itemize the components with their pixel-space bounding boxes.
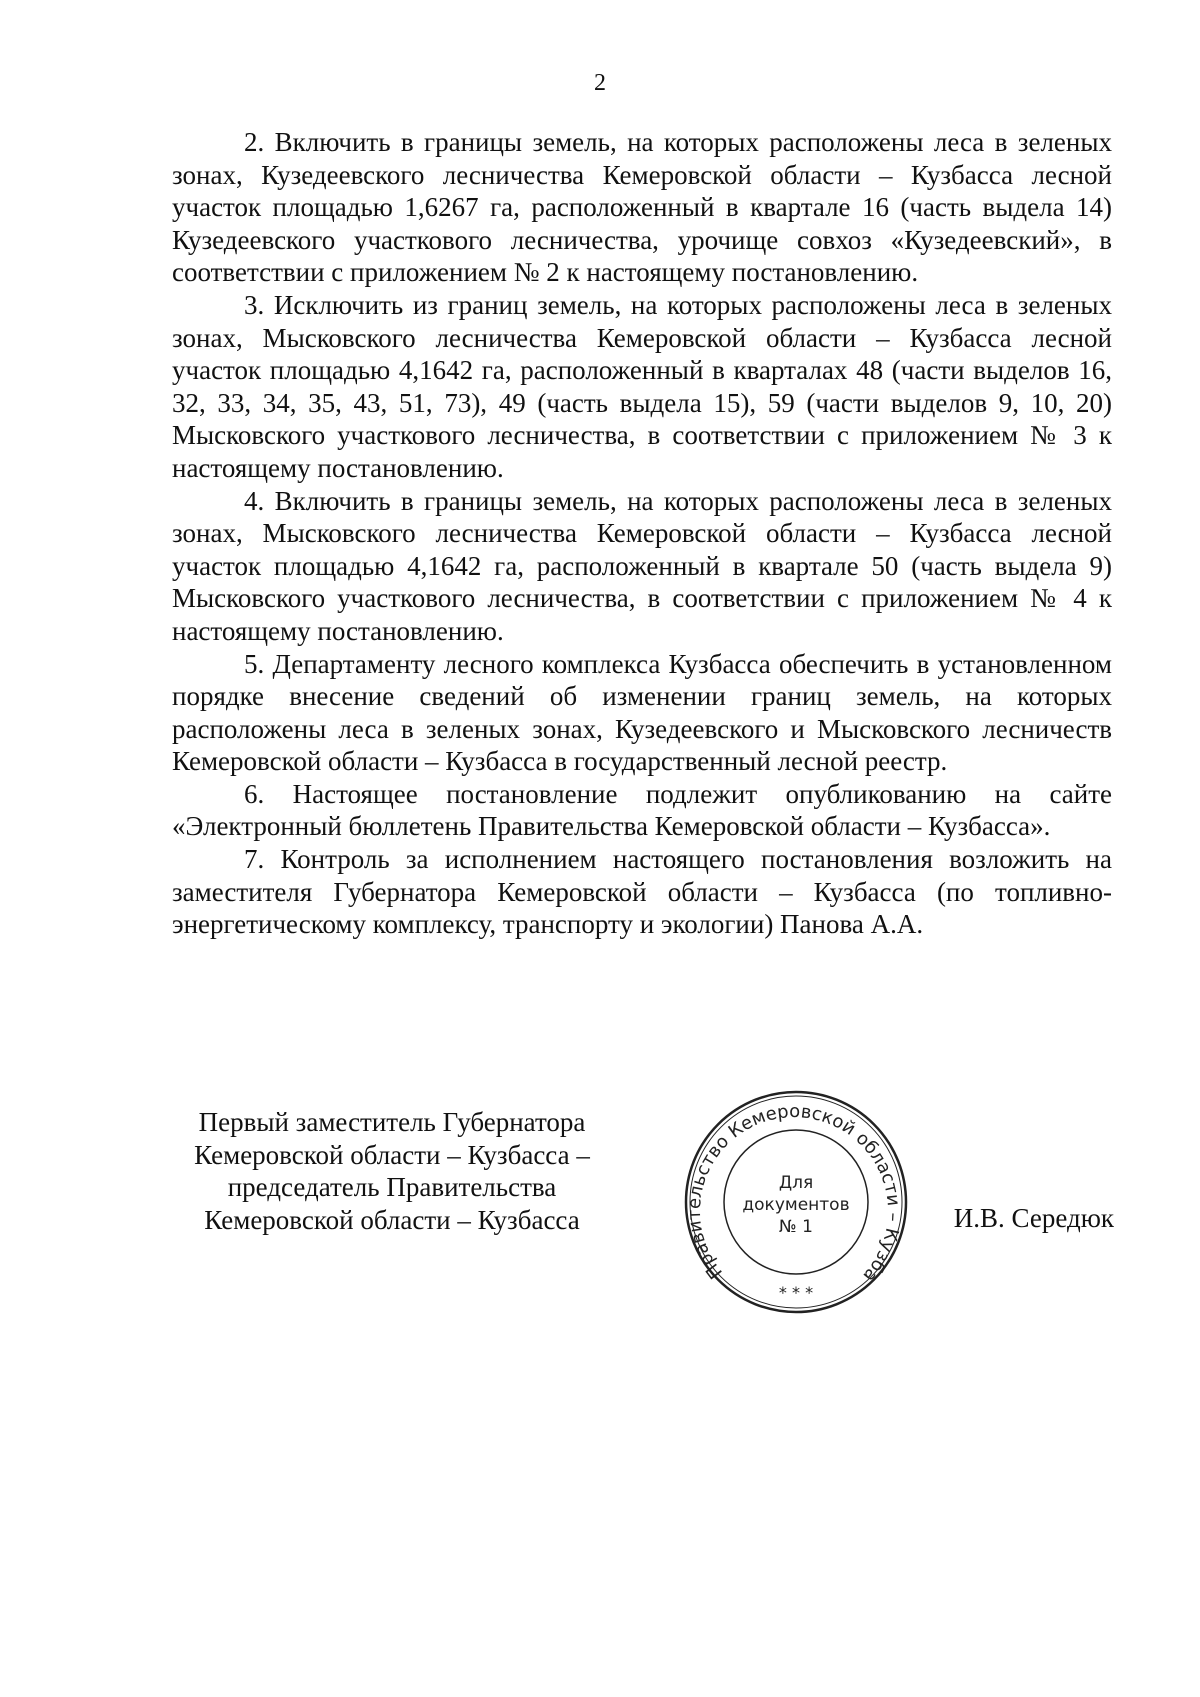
seal-stars: * * * bbox=[778, 1283, 814, 1302]
seal-center-line-3: № 1 bbox=[779, 1217, 813, 1237]
signature-position-line-3: председатель Правительства bbox=[227, 1172, 557, 1203]
paragraph-4: 4. Включить в границы земель, на которых расположены леса в зеленых зонах, Мысковского лесничества Кемеровской области – Кузбасса лесной участок площадью 4,1642 га, расположенный в квартале 50 (часть выдела 9) Мысковского участкового лесничества, в соответствии с приложением № 4 к настоящему постановлению. bbox=[172, 485, 1112, 646]
signature-position bbox=[172, 1106, 612, 1236]
seal-ring-text: Правительство Кемеровской области – Кузба bbox=[683, 1101, 905, 1287]
document-body bbox=[172, 126, 1112, 941]
paragraph-2: 2. Включить в границы земель, на которых расположены леса в зеленых зонах, Кузедеевского лесничества Кемеровской области – Кузбасса лесной участок площадью 1,6267 га, расположенный в квартале 16 (часть выдела 14) Кузедеевского участкового лесничества, урочище совхоз «Кузедеевский», в соответствии с приложением № 2 к настоящему постановлению. bbox=[172, 127, 1112, 288]
seal-center-line-2: документов bbox=[742, 1195, 850, 1215]
seal-center-text bbox=[682, 1172, 910, 1238]
paragraph-3: 3. Исключить из границ земель, на которых расположены леса в зеленых зонах, Мысковского лесничества Кемеровской области – Кузбасса лесной участок площадью 4,1642 га, расположенный в кварталах 48 (части выделов 16, 32, 33, 34, 35, 43, 51, 73), 49 (часть выдела 15), 59 (части выделов 9, 10, 20) Мысковского участкового лесничества, в соответствии с приложением № 3 к настоящему постановлению. bbox=[172, 289, 1112, 483]
signature-position-line-4: Кемеровской области – Кузбасса bbox=[204, 1204, 580, 1235]
paragraph-7: 7. Контроль за исполнением настоящего постановления возложить на заместителя Губернатора Кемеровской области – Кузбасса (по топливно-энергетическому комплексу, транспорту и экологии) Панова А.А. bbox=[172, 844, 1112, 940]
paragraph-5: 5. Департаменту лесного комплекса Кузбасса обеспечить в установленном порядке внесение сведений об изменении границ земель, на которых расположены леса в зеленых зонах, Кузедеевского и Мысковского лесничеств Кемеровской области – Кузбасса в государственный лесной реестр. bbox=[172, 648, 1112, 777]
page-number: 2 bbox=[594, 70, 606, 96]
signature-position-line-1: Первый заместитель Губернатора bbox=[198, 1107, 586, 1137]
signer-name: И.В. Середюк bbox=[953, 1203, 1114, 1233]
paragraph-6: 6. Настоящее постановление подлежит опубликованию на сайте «Электронный бюллетень Правительства Кемеровской области – Кузбасса». bbox=[172, 778, 1112, 842]
seal-center-line-1: Для bbox=[778, 1173, 814, 1193]
official-seal bbox=[682, 1088, 910, 1316]
signature-position-line-2: Кемеровской области – Кузбасса – bbox=[194, 1139, 590, 1170]
